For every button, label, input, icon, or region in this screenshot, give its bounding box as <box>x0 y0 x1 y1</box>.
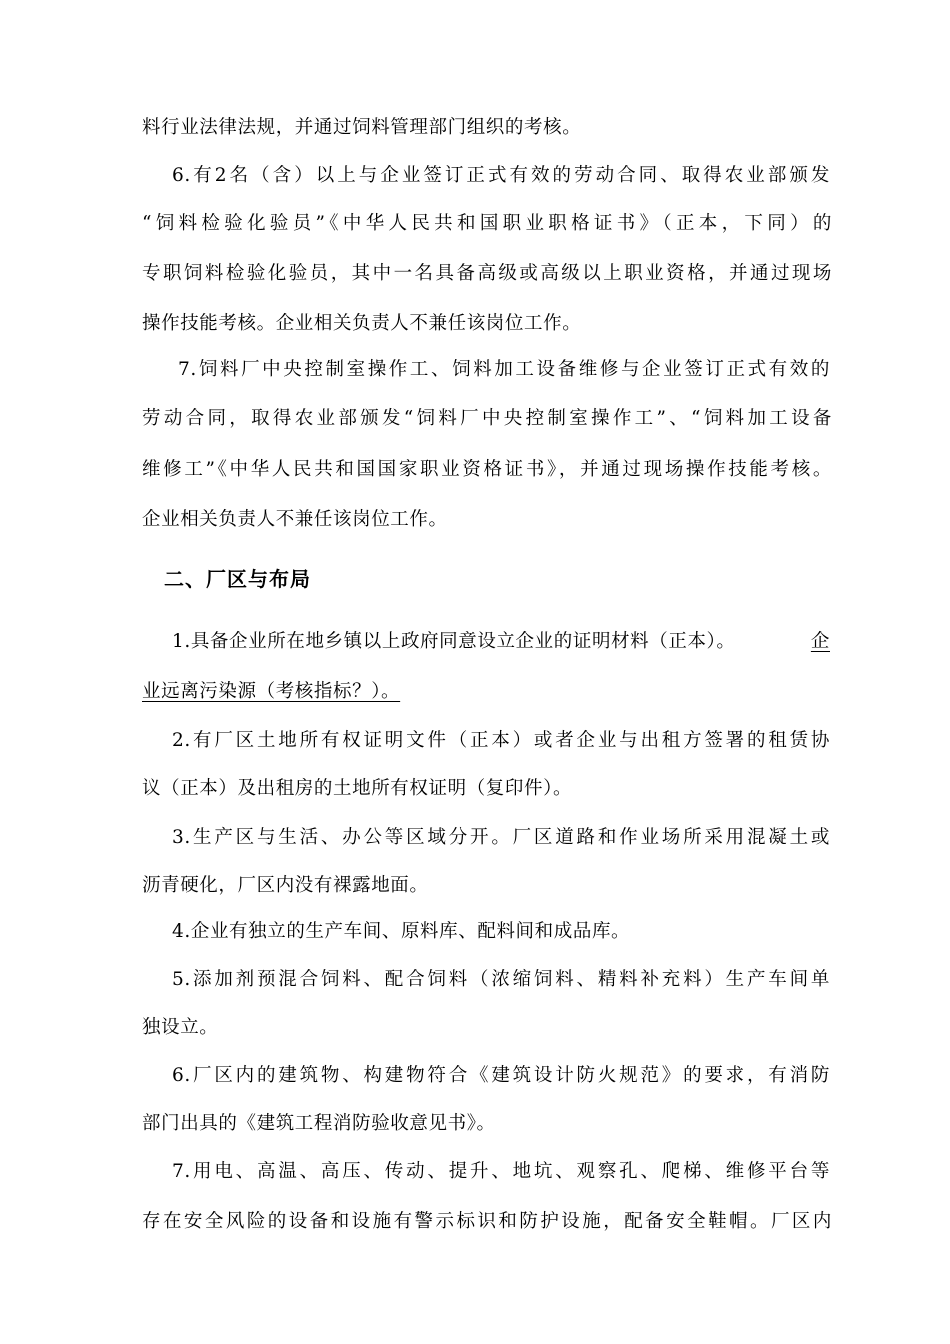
paragraph-line: 2.有厂区土地所有权证明文件（正本）或者企业与出租方签署的租赁协 <box>172 730 830 751</box>
paragraph-line: 专职饲料检验化验员，其中一名具备高级或高级以上职业资格，并通过现场 <box>142 263 832 284</box>
paragraph-line: 维修工”《中华人民共和国国家职业资格证书》，并通过现场操作技能考核。 <box>142 459 832 480</box>
paragraph-line: 6.厂区内的建筑物、构建物符合《建筑设计防火规范》的要求，有消防 <box>172 1065 830 1086</box>
paragraph-line: 5.添加剂预混合饲料、配合饲料（浓缩饲料、精料补充料）生产车间单 <box>172 969 830 990</box>
paragraph-line: 3.生产区与生活、办公等区域分开。厂区道路和作业场所采用混凝土或 <box>172 827 830 848</box>
paragraph-line: 7.用电、高温、高压、传动、提升、地坑、观察孔、爬梯、维修平台等 <box>172 1161 830 1182</box>
paragraph-line <box>172 630 830 654</box>
paragraph-line: 部门出具的《建筑工程消防验收意见书》。 <box>142 1113 496 1134</box>
paragraph-line: 议（正本）及出租房的土地所有权证明（复印件）。 <box>142 778 573 799</box>
paragraph-line: 料行业法律法规，并通过饲料管理部门组织的考核。 <box>142 117 582 138</box>
paragraph-line: 沥青硬化，厂区内没有裸露地面。 <box>142 875 429 896</box>
underlined-text: 企 <box>810 631 830 652</box>
paragraph-line: 7.饲料厂中央控制室操作工、饲料加工设备维修与企业签订正式有效的 <box>178 359 830 380</box>
paragraph-line: 6.有2名（含）以上与企业签订正式有效的劳动合同、取得农业部颁发 <box>172 165 830 186</box>
paragraph-line: 存在安全风险的设备和设施有警示标识和防护设施，配备安全鞋帽。厂区内 <box>142 1211 832 1232</box>
section-heading: 二、厂区与布局 <box>164 567 311 591</box>
paragraph-line: 劳动合同，取得农业部颁发“饲料厂中央控制室操作工”、“饲料加工设备 <box>142 408 832 429</box>
paragraph-line: 4.企业有独立的生产车间、原料库、配料间和成品库。 <box>172 921 631 942</box>
paragraph-line <box>142 680 832 704</box>
paragraph-text: 1.具备企业所在地乡镇以上政府同意设立企业的证明材料（正本）。 <box>172 631 736 652</box>
paragraph-line: 操作技能考核。企业相关负责人不兼任该岗位工作。 <box>142 313 582 334</box>
paragraph-line: 独设立。 <box>142 1017 219 1038</box>
underlined-text: 业远离污染源（考核指标？）。 <box>142 681 401 702</box>
paragraph-line: “饲料检验化验员”《中华人民共和国职业职格证书》（正本，下同）的 <box>142 213 832 234</box>
paragraph-line: 企业相关负责人不兼任该岗位工作。 <box>142 509 448 530</box>
